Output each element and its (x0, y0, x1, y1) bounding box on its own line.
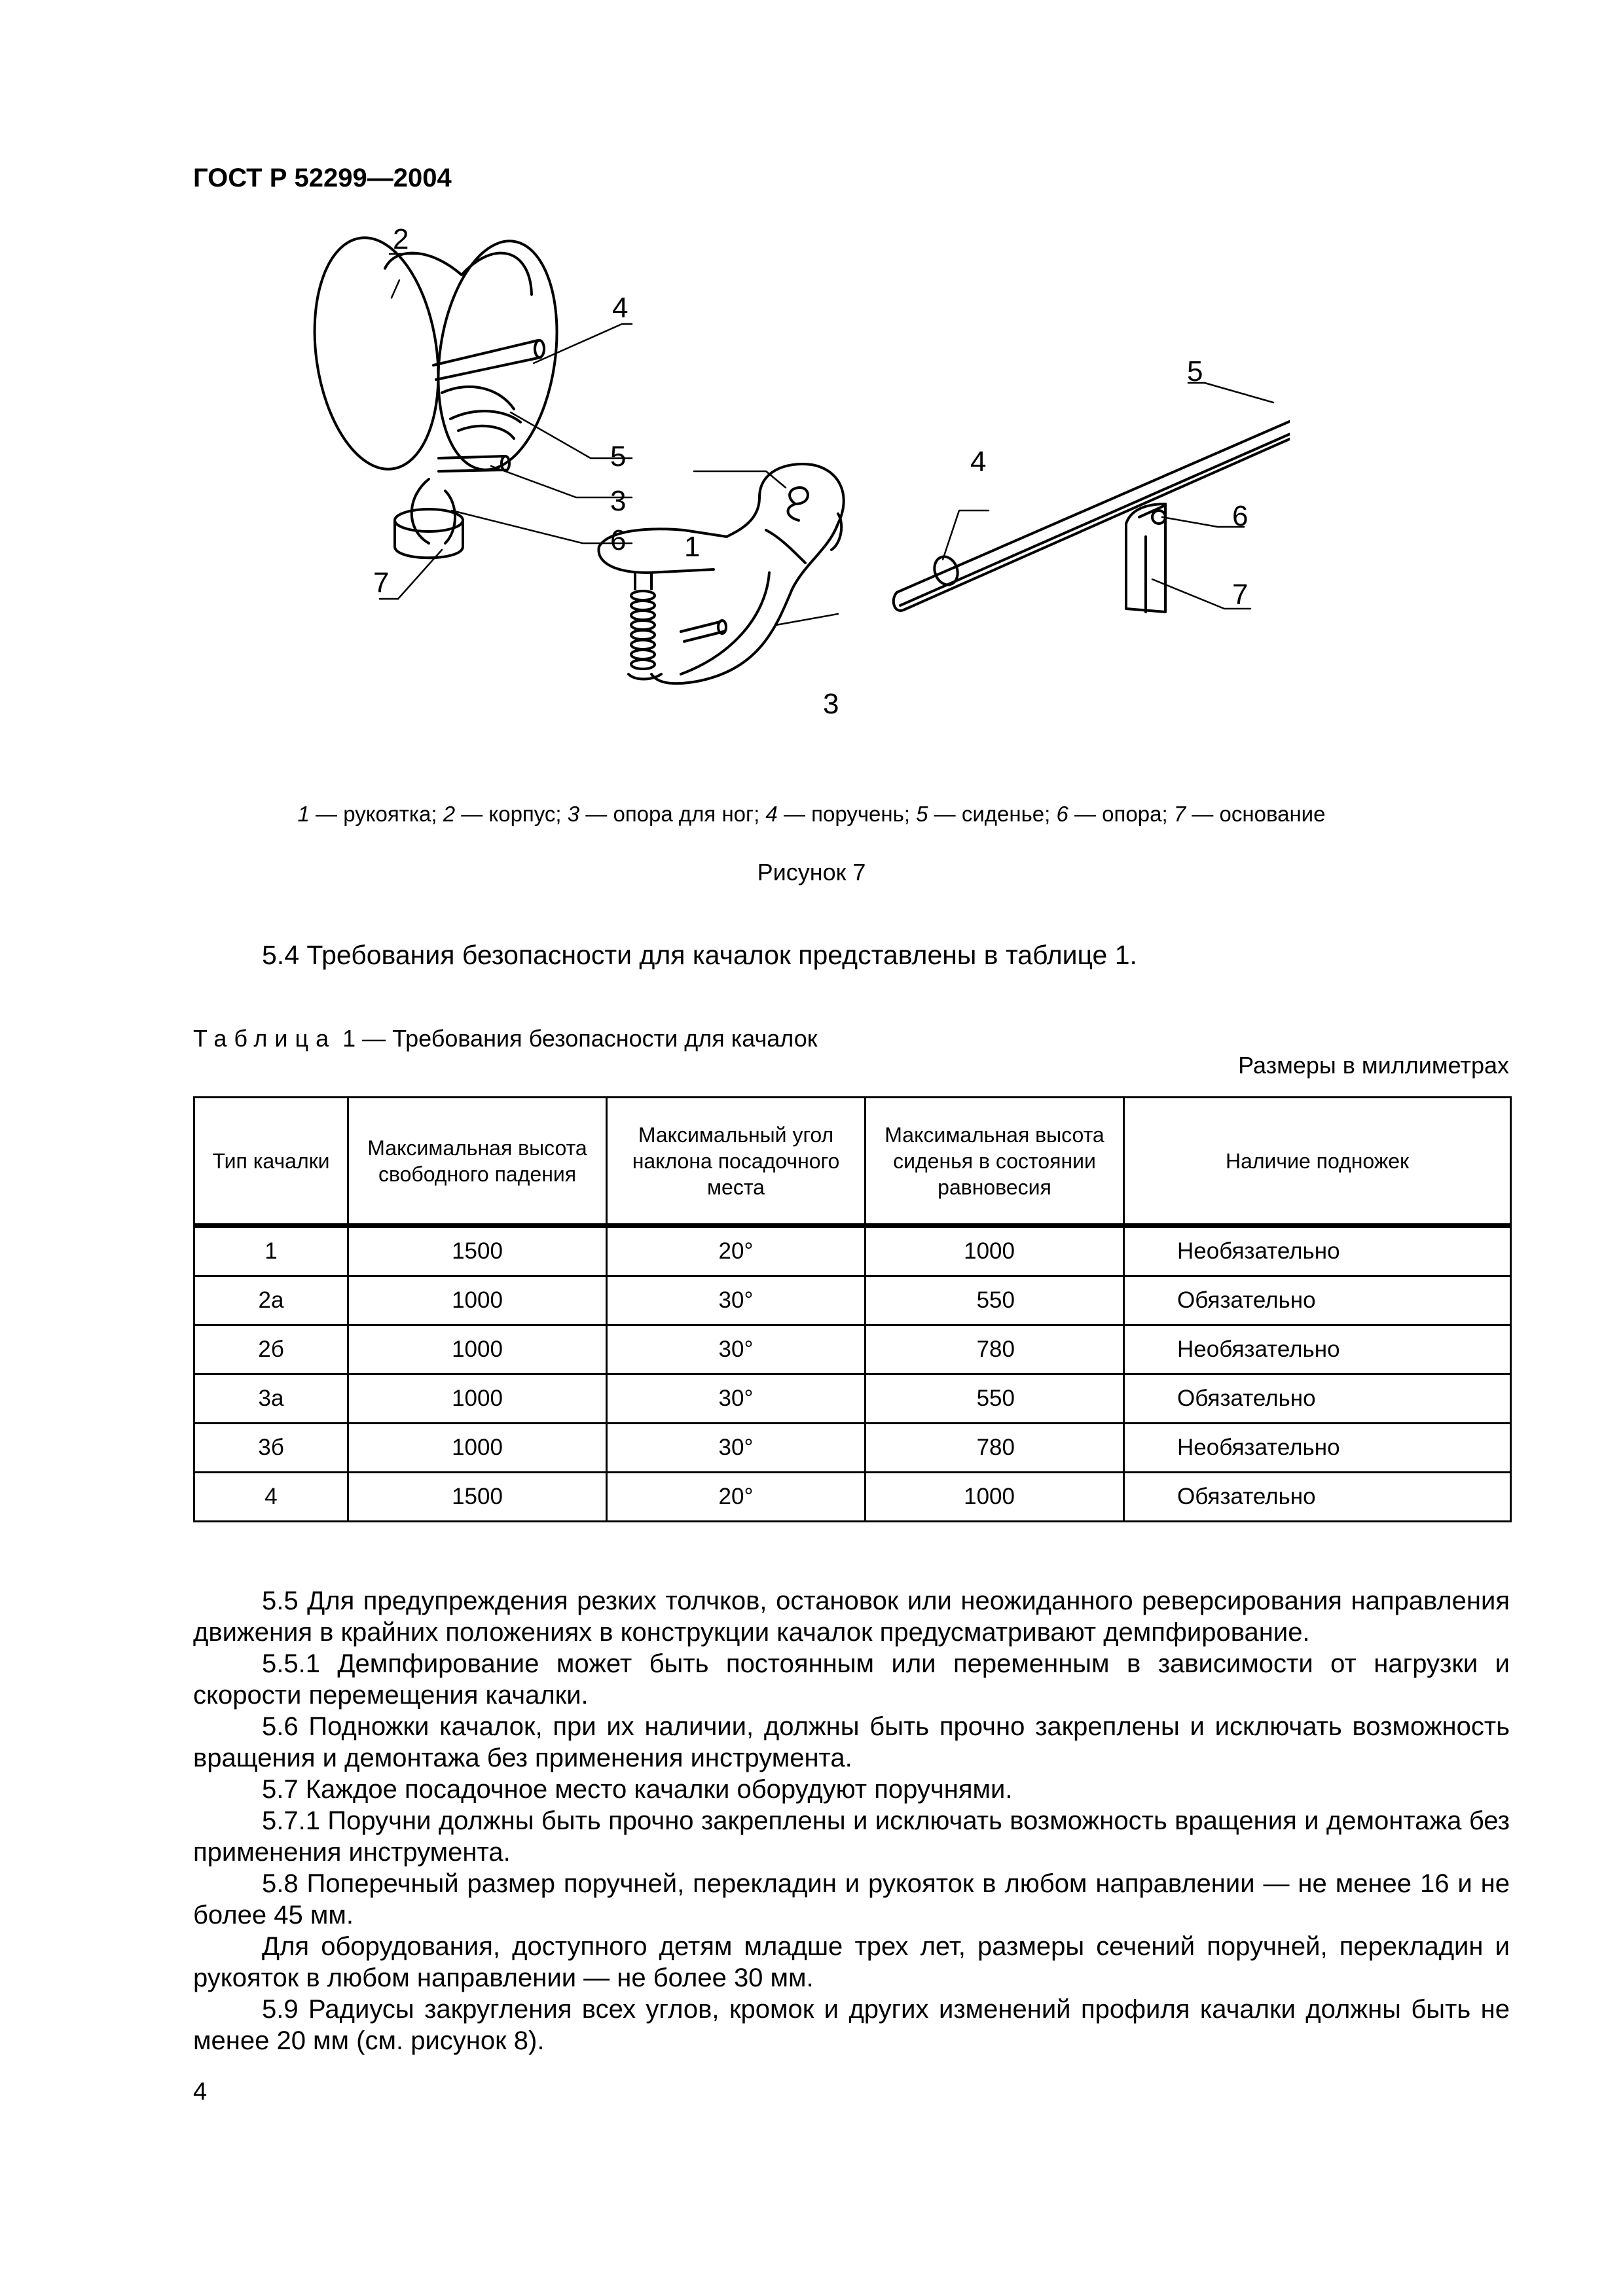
table-row (194, 1473, 1511, 1522)
legend-text-6: — опора; (1068, 802, 1174, 826)
table-header-row (194, 1098, 1511, 1226)
col-header-type: Тип качалки (194, 1098, 348, 1226)
table-caption (193, 1025, 817, 1052)
cell-seat-height: 550 (866, 1276, 1124, 1325)
table-row (194, 1325, 1511, 1374)
cell-fall-height: 1500 (348, 1473, 607, 1522)
paragraph-5-9: 5.9 Радиусы закругления всех углов, кромок и других изменений профиля качалки должны быть не менее 20 мм (см. рисунок 8). (193, 1995, 1510, 2055)
cell-footrests: Необязательно (1124, 1226, 1511, 1276)
callout-right-7: 7 (1232, 579, 1249, 611)
figure-7-drawing (308, 223, 1290, 779)
legend-num-6: 6 (1056, 802, 1068, 826)
legend-num-3: 3 (567, 802, 580, 826)
legend-text-1: — рукоятка; (309, 802, 443, 826)
paragraph-5-4: 5.4 Требования безопасности для качалок представлены в таблице 1. (262, 940, 1137, 970)
cell-footrests: Обязательно (1124, 1276, 1511, 1325)
cell-seat-angle: 30° (607, 1374, 866, 1424)
table-row (194, 1226, 1511, 1276)
figure-legend (0, 802, 1623, 827)
col-header-seat-height: Максимальная высота сиденья в состоянии равновесия (866, 1098, 1124, 1226)
document-header: ГОСТ Р 52299—2004 (193, 164, 452, 192)
cell-seat-height: 780 (866, 1325, 1124, 1374)
table-caption-label: Таблица (193, 1025, 337, 1052)
callout-left-3: 3 (610, 485, 627, 517)
cell-seat-height: 780 (866, 1424, 1124, 1473)
body-text (193, 1585, 1510, 2056)
cell-fall-height: 1500 (348, 1226, 607, 1276)
legend-text-7: — основание (1186, 802, 1326, 826)
paragraph-5-7-1: 5.7.1 Поручни должны быть прочно закреплены и исключать возможность вращения и демонтажа без применения инструмента. (193, 1806, 1510, 1867)
legend-text-5: — сиденье; (928, 802, 1057, 826)
callout-right-5: 5 (1187, 355, 1203, 387)
cell-seat-height: 550 (866, 1374, 1124, 1424)
callout-middle-1: 1 (684, 531, 701, 563)
col-header-footrests: Наличие подножек (1124, 1098, 1511, 1226)
table-row (194, 1276, 1511, 1325)
cell-seat-angle: 30° (607, 1276, 866, 1325)
cell-fall-height: 1000 (348, 1374, 607, 1424)
disc-rocker-drawing (308, 230, 632, 599)
paragraph-5-6: 5.6 Подножки качалок, при их наличии, должны быть прочно закреплены и исключать возможность вращения и демонтажа без применения инструмента. (193, 1712, 1510, 1772)
legend-num-7: 7 (1173, 802, 1186, 826)
cell-seat-height: 1000 (866, 1226, 1124, 1276)
col-header-fall-height: Максимальная высота свободного падения (348, 1098, 607, 1226)
table-caption-text: 1 — Требования безопасности для качалок (336, 1025, 818, 1052)
paragraph-5-7: 5.7 Каждое посадочное место качалки оборудуют поручнями. (262, 1775, 1013, 1804)
cell-type: 3а (194, 1374, 348, 1424)
legend-text-4: — поручень; (777, 802, 917, 826)
callout-left-2: 2 (393, 223, 409, 255)
cell-fall-height: 1000 (348, 1276, 607, 1325)
cell-seat-height: 1000 (866, 1473, 1124, 1522)
paragraph-5-5-1: 5.5.1 Демпфирование может быть постоянным или переменным в зависимости от нагрузки и скорости перемещения качалки. (193, 1649, 1510, 1710)
safety-requirements-table (193, 1096, 1512, 1522)
figure-title: Рисунок 7 (757, 859, 866, 886)
callout-middle-3: 3 (823, 688, 839, 720)
cell-fall-height: 1000 (348, 1424, 607, 1473)
legend-text-3: — опора для ног; (579, 802, 766, 826)
cell-footrests: Необязательно (1124, 1325, 1511, 1374)
cell-seat-angle: 20° (607, 1226, 866, 1276)
cell-fall-height: 1000 (348, 1325, 607, 1374)
cell-type: 3б (194, 1424, 348, 1473)
cell-type: 2а (194, 1276, 348, 1325)
seesaw-rocker-drawing (894, 382, 1290, 612)
paragraph-5-5: 5.5 Для предупреждения резких толчков, остановок или неожиданного реверсирования направления движения в крайних положениях в конструкции качалок предусматривают демпфирование. (193, 1587, 1510, 1647)
cell-type: 4 (194, 1473, 348, 1522)
callout-left-6: 6 (610, 524, 627, 556)
legend-num-2: 2 (443, 802, 456, 826)
page-number: 4 (193, 2078, 208, 2106)
cell-footrests: Обязательно (1124, 1374, 1511, 1424)
callout-right-6: 6 (1232, 500, 1249, 532)
callout-right-4: 4 (970, 446, 987, 478)
legend-num-1: 1 (297, 802, 310, 826)
callout-left-7: 7 (373, 567, 390, 599)
cell-type: 2б (194, 1325, 348, 1374)
col-header-seat-angle: Максимальный угол наклона посадочного места (607, 1098, 866, 1226)
spring-rocker-drawing (598, 464, 843, 683)
legend-num-5: 5 (916, 802, 928, 826)
table-units-note: Размеры в миллиметрах (1238, 1052, 1509, 1079)
paragraph-5-8: 5.8 Поперечный размер поручней, перекладин и рукояток в любом направлении — не менее 16 и не более 45 мм. (193, 1869, 1510, 1929)
legend-text-2: — корпус; (455, 802, 568, 826)
cell-seat-angle: 20° (607, 1473, 866, 1522)
table-row (194, 1374, 1511, 1424)
legend-num-4: 4 (765, 802, 778, 826)
callout-left-5: 5 (610, 440, 627, 473)
callout-left-4: 4 (612, 292, 629, 324)
cell-seat-angle: 30° (607, 1325, 866, 1374)
cell-footrests: Обязательно (1124, 1473, 1511, 1522)
paragraph-5-8-note: Для оборудования, доступного детям младше трех лет, размеры сечений поручней, перекладин и рукояток в любом направлении — не более 30 мм. (193, 1932, 1510, 1992)
table-row (194, 1424, 1511, 1473)
cell-type: 1 (194, 1226, 348, 1276)
cell-footrests: Необязательно (1124, 1424, 1511, 1473)
cell-seat-angle: 30° (607, 1424, 866, 1473)
